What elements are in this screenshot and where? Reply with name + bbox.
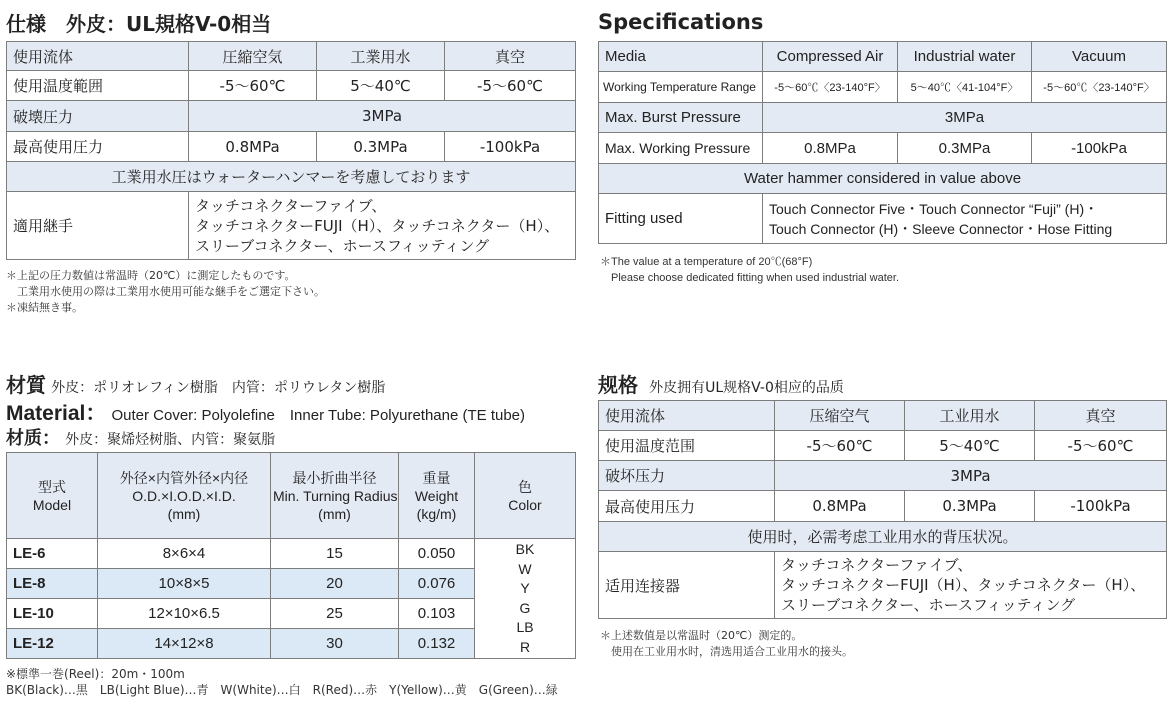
header-line: (mm) — [318, 505, 351, 522]
note-line: ＊凍結無き事。 — [6, 301, 83, 314]
material-cn-text: 外皮：聚烯烃树脂、内管：聚氨脂 — [65, 432, 276, 448]
row-label: 破壊圧力 — [7, 101, 189, 132]
fitting-line: スリーブコネクター、ホースフィッティング — [781, 596, 1076, 614]
header-line: Weight — [414, 487, 459, 504]
row-label: 适用连接器 — [599, 552, 775, 619]
table-row — [7, 539, 576, 569]
jp-notes — [6, 268, 325, 316]
cn-max-row — [599, 491, 1167, 522]
note-line: ＊上述数值是以常温时（20℃）测定的。 — [600, 629, 803, 642]
color-code: LB — [516, 619, 534, 635]
note-line: ※標準一巻(Reel)：20m・100m — [6, 667, 185, 681]
cell: -5～60℃ — [189, 71, 317, 101]
material-jp-title: 材質 — [6, 373, 46, 397]
cell: 5～40℃ — [905, 431, 1035, 461]
cell: 0.8MPa — [763, 133, 898, 164]
water-note: Water hammer considered in value above — [599, 164, 1167, 194]
jp-note-row — [7, 162, 576, 192]
material-cn-title: 材质： — [6, 428, 60, 449]
en-spec-table — [598, 41, 1167, 244]
header-cell: Compressed Air — [763, 42, 898, 72]
cn-spec-subtitle: 外皮拥有UL规格V-0相应的品质 — [649, 380, 844, 396]
header-line: Color — [508, 496, 542, 513]
row-label: 最高使用压力 — [599, 491, 775, 522]
header-cell — [475, 453, 576, 539]
material-cn-line — [6, 424, 275, 450]
header-line: 外径×内管外径×内径 — [119, 469, 249, 486]
material-en-text: Outer Cover: Polyolefine Inner Tube: Polyurethane (TE tube) — [111, 407, 526, 424]
size-cell: 14×12×8 — [98, 629, 271, 659]
material-en-title: Material： — [6, 402, 107, 425]
model-cell: LE-6 — [7, 539, 98, 569]
note-line: BK(Black)…黒 LB(Light Blue)…青 W(White)…白 R(Red)…赤 Y(Yellow)…黄 G(Green)…緑 — [6, 683, 558, 697]
size-cell: 10×8×5 — [98, 569, 271, 599]
cell: 5～40℃ — [317, 71, 445, 101]
cn-note-row — [599, 522, 1167, 552]
header-cell: Industrial water — [898, 42, 1032, 72]
header-cell: 压缩空气 — [775, 401, 905, 431]
cn-spec-heading — [598, 369, 844, 398]
header-cell — [98, 453, 271, 539]
header-cell: Media — [599, 42, 763, 72]
cn-burst-row — [599, 461, 1167, 491]
radius-cell: 20 — [271, 569, 399, 599]
note-line: Please choose dedicated fitting when used industrial water. — [600, 272, 900, 284]
header-cell: 工业用水 — [905, 401, 1035, 431]
model-table — [6, 452, 576, 659]
row-label: 使用温度範囲 — [7, 71, 189, 101]
size-cell: 8×6×4 — [98, 539, 271, 569]
material-en-line — [6, 397, 525, 427]
row-label: 使用温度范围 — [599, 431, 775, 461]
header-cell: 使用流体 — [7, 42, 189, 71]
jp-header-row — [7, 42, 576, 71]
cell: -5～60℃〈23-140°F〉 — [763, 72, 898, 103]
radius-cell: 25 — [271, 599, 399, 629]
model-cell: LE-12 — [7, 629, 98, 659]
header-line: (kg/m) — [416, 505, 457, 522]
note-line: 使用在工业用水时，清选用适合工业用水的接头。 — [600, 645, 853, 658]
note-line: ＊上記の圧力数値は常温時（20℃）に測定したものです。 — [6, 269, 296, 282]
radius-cell: 30 — [271, 629, 399, 659]
jp-max-row — [7, 132, 576, 162]
cell: 0.3MPa — [317, 132, 445, 162]
header-cell: 工業用水 — [317, 42, 445, 71]
cell: -100kPa — [1035, 491, 1167, 522]
header-line: 重量 — [422, 469, 451, 486]
row-label: Fitting used — [599, 194, 763, 244]
jp-fitting-row — [7, 192, 576, 260]
row-label: 最高使用圧力 — [7, 132, 189, 162]
cell: -5～60℃ — [1035, 431, 1167, 461]
fitting-cell — [763, 194, 1167, 244]
cell: -5～60℃ — [445, 71, 576, 101]
fitting-line: タッチコネクターファイブ、 — [781, 556, 973, 574]
header-cell: Vacuum — [1032, 42, 1167, 72]
row-label: Max. Burst Pressure — [599, 103, 763, 133]
header-cell — [399, 453, 475, 539]
cell: 3MPa — [189, 101, 576, 132]
water-note: 工業用水圧はウォーターハンマーを考慮しております — [7, 162, 576, 192]
row-label: Max. Working Pressure — [599, 133, 763, 164]
color-code: BK — [515, 541, 535, 557]
header-line: O.D.×I.O.D.×I.D. — [132, 487, 236, 504]
en-note-row — [599, 164, 1167, 194]
fitting-line: Touch Connector Five・Touch Connector “Fuji” (H)・ — [769, 200, 1099, 217]
cell: 0.3MPa — [905, 491, 1035, 522]
jp-temp-row — [7, 71, 576, 101]
cell: 3MPa — [763, 103, 1167, 133]
weight-cell: 0.103 — [399, 599, 475, 629]
fitting-line: Touch Connector (H)・Sleeve Connector・Hose Fitting — [769, 220, 1113, 237]
radius-cell: 15 — [271, 539, 399, 569]
fitting-line: タッチコネクターFUJI（H）、タッチコネクター（H）、 — [195, 216, 560, 235]
header-cell: 真空 — [445, 42, 576, 71]
jp-spec-title: 仕様 外皮：UL規格V-0相当 — [6, 12, 272, 36]
en-burst-row — [599, 103, 1167, 133]
color-cell — [475, 539, 576, 659]
weight-cell: 0.050 — [399, 539, 475, 569]
weight-cell: 0.132 — [399, 629, 475, 659]
header-line: (mm) — [167, 505, 201, 522]
material-jp-text: 外皮：ポリオレフィン樹脂 内管：ポリウレタン樹脂 — [51, 380, 386, 396]
en-temp-row — [599, 72, 1167, 103]
row-label: 破坏压力 — [599, 461, 775, 491]
en-spec-title: Specifications — [598, 10, 764, 34]
row-label: 適用継手 — [7, 192, 189, 260]
cn-header-row — [599, 401, 1167, 431]
color-code: G — [519, 599, 531, 616]
header-line: 色 — [518, 478, 532, 495]
header-cell — [271, 453, 399, 539]
cell: 3MPa — [775, 461, 1167, 491]
cell: 0.3MPa — [898, 133, 1032, 164]
size-cell: 12×10×6.5 — [98, 599, 271, 629]
cell: -100kPa — [445, 132, 576, 162]
cn-spec-table — [598, 400, 1167, 619]
cell: -5～60℃〈23-140°F〉 — [1032, 72, 1167, 103]
en-header-row — [599, 42, 1167, 72]
jp-spec-table — [6, 41, 576, 260]
header-line: 最小折曲半径 — [292, 469, 377, 486]
model-cell: LE-10 — [7, 599, 98, 629]
en-fitting-row — [599, 194, 1167, 244]
header-line: 型式 — [38, 478, 66, 495]
cell: -5～60℃ — [775, 431, 905, 461]
material-jp-line — [6, 369, 385, 398]
jp-burst-row — [7, 101, 576, 132]
color-code: W — [518, 560, 532, 577]
cell: -100kPa — [1032, 133, 1167, 164]
note-line: ＊The value at a temperature of 20℃(68°F) — [600, 256, 813, 268]
fitting-line: タッチコネクターFUJI（H）、タッチコネクター（H）、 — [781, 576, 1146, 594]
water-note: 使用时，必需考虑工业用水的背压状况。 — [599, 522, 1167, 552]
header-cell: 真空 — [1035, 401, 1167, 431]
header-cell: 圧縮空気 — [189, 42, 317, 71]
cn-spec-title: 规格 — [598, 373, 638, 397]
cell: 0.8MPa — [189, 132, 317, 162]
color-code: Y — [520, 580, 530, 596]
fitting-cell — [775, 552, 1167, 619]
en-max-row — [599, 133, 1167, 164]
model-cell: LE-8 — [7, 569, 98, 599]
header-cell — [7, 453, 98, 539]
model-notes — [6, 666, 558, 698]
header-line: Model — [32, 496, 72, 513]
model-header-row — [7, 453, 576, 539]
weight-cell: 0.076 — [399, 569, 475, 599]
header-line: Min. Turning Radius — [273, 487, 398, 504]
fitting-line: スリーブコネクター、ホースフィッティング — [195, 236, 490, 255]
cn-temp-row — [599, 431, 1167, 461]
en-notes — [600, 254, 899, 286]
cell: 0.8MPa — [775, 491, 905, 522]
fitting-cell — [189, 192, 576, 260]
color-code: R — [519, 638, 531, 655]
row-label: Working Temperature Range — [599, 72, 763, 103]
cell: 5～40℃〈41-104°F〉 — [898, 72, 1032, 103]
note-line: 工業用水使用の際は工業用水使用可能な継手をご選定下さい。 — [6, 285, 325, 298]
cn-notes — [600, 628, 853, 660]
cn-fitting-row — [599, 552, 1167, 619]
fitting-line: タッチコネクターファイブ、 — [195, 196, 387, 215]
header-cell: 使用流体 — [599, 401, 775, 431]
